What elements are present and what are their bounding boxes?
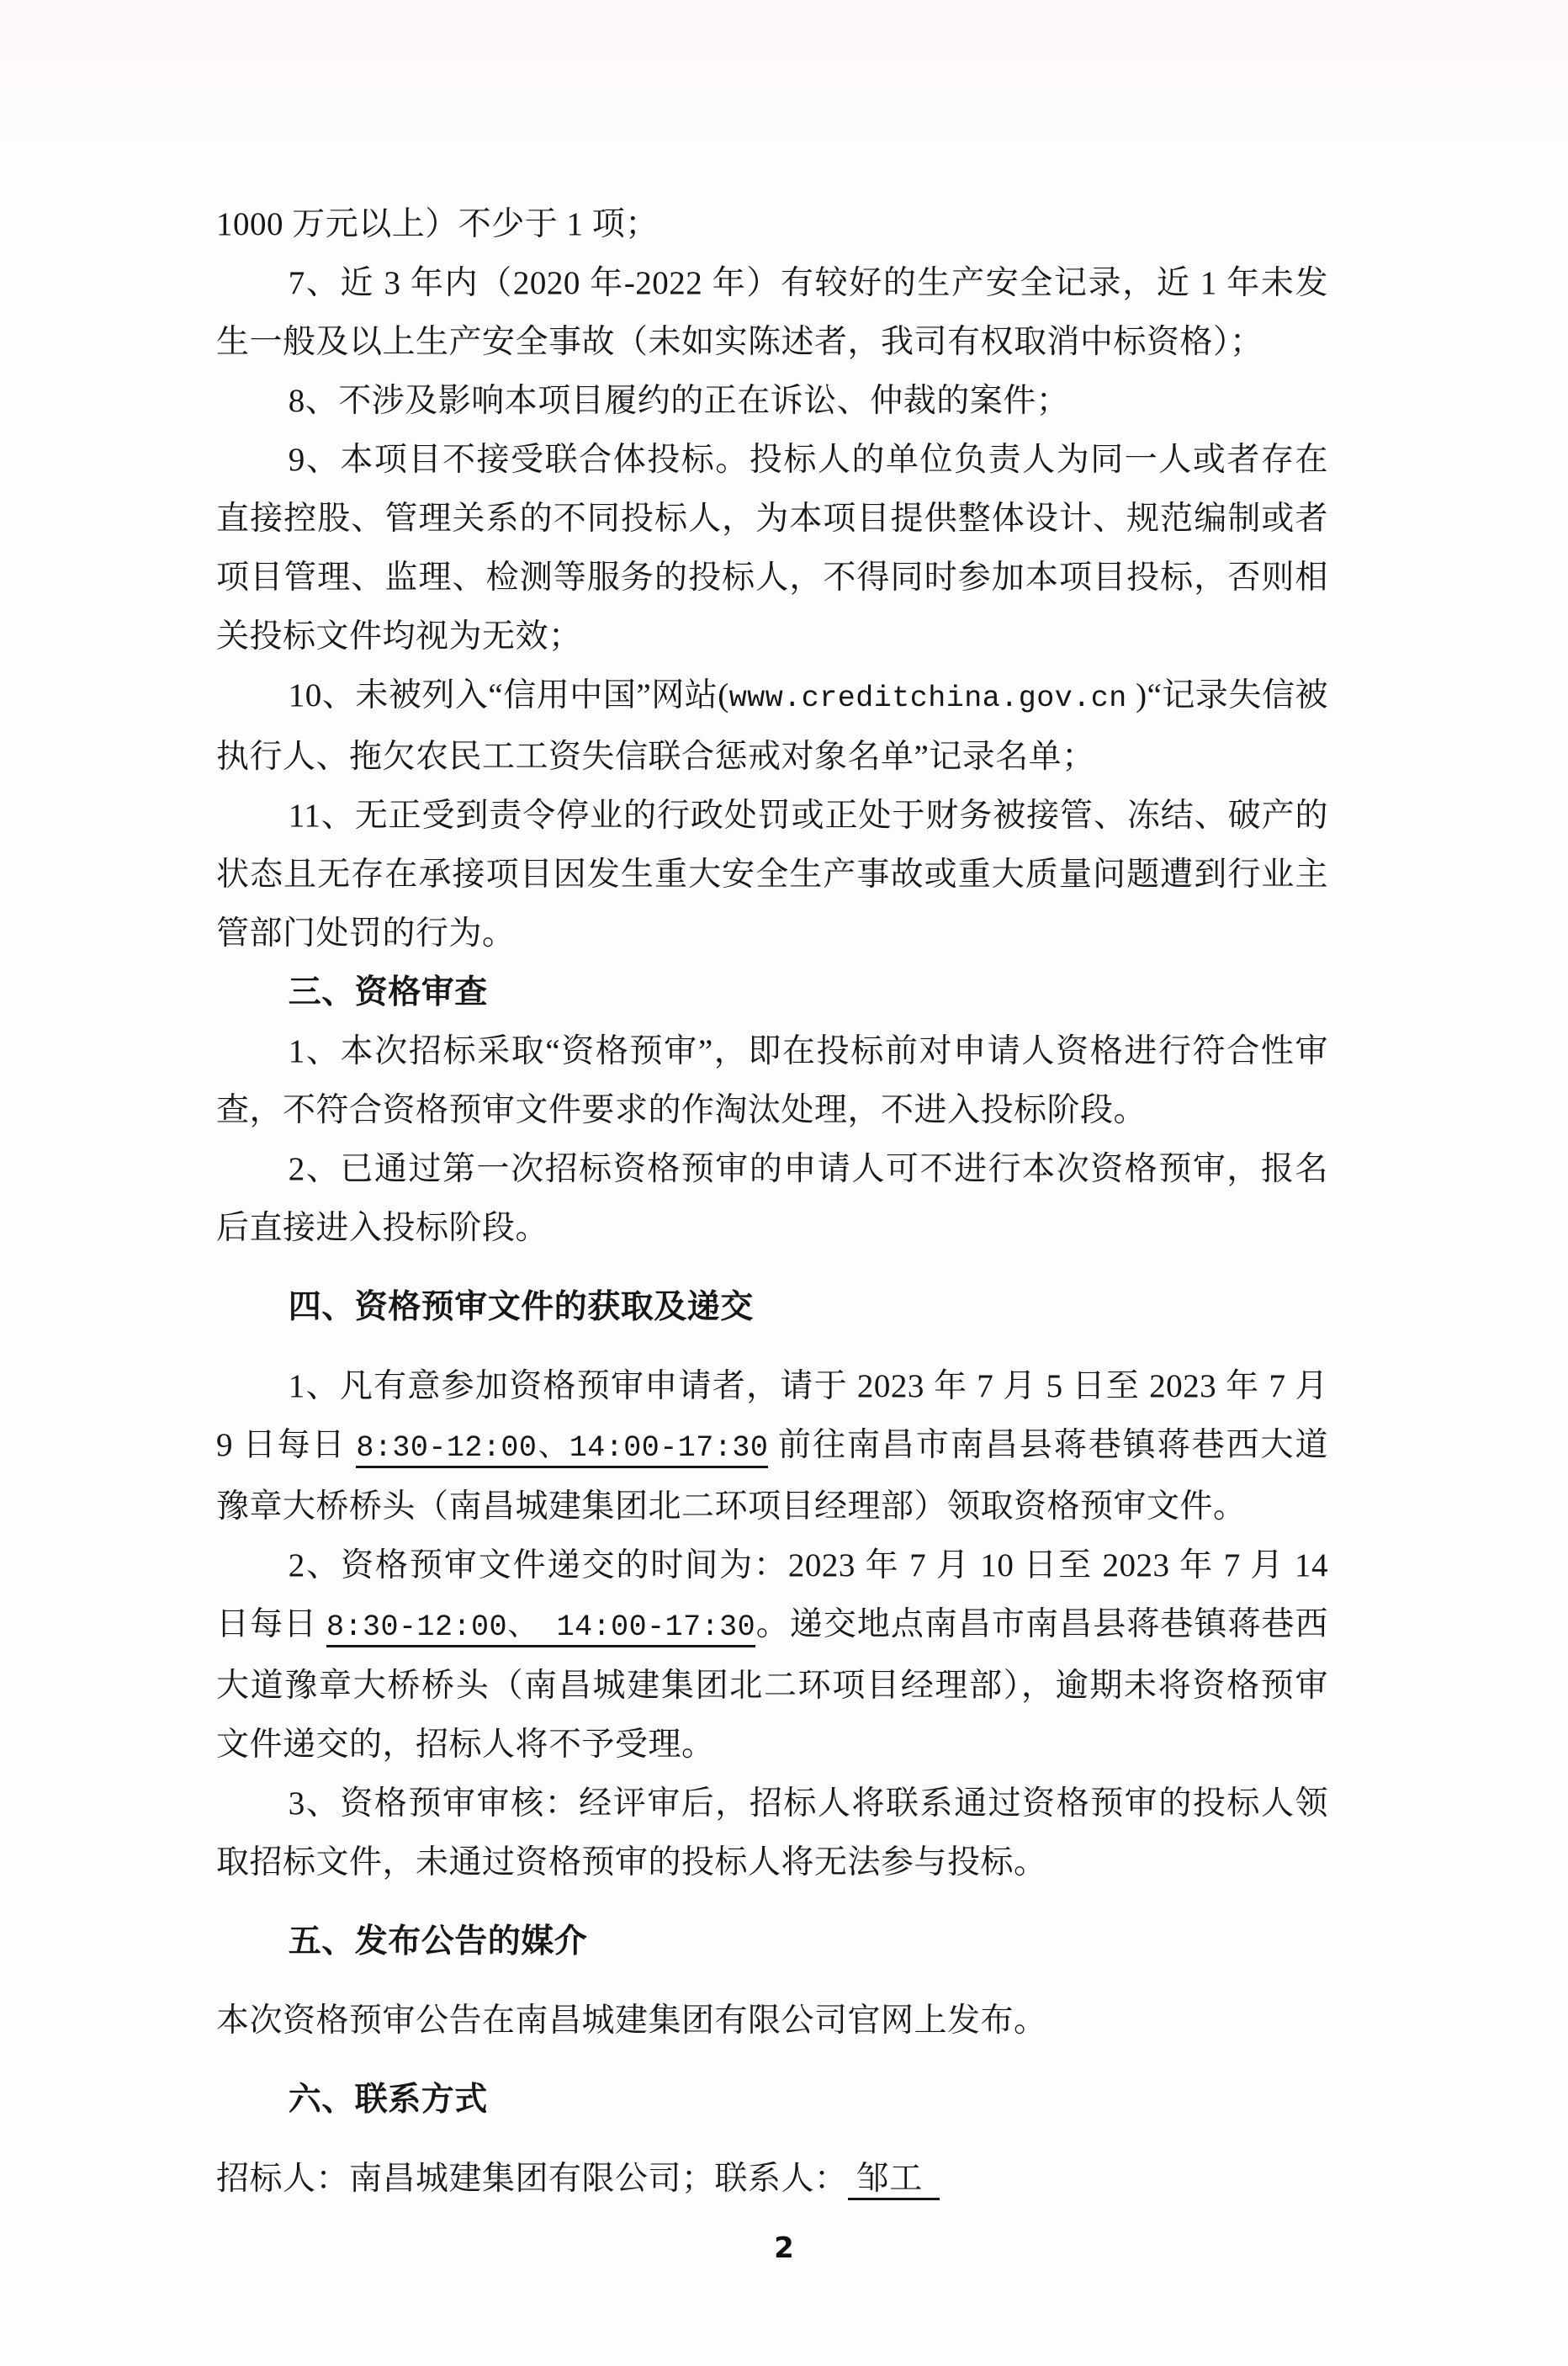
contact-prefix-text: 招标人：南昌城建集团有限公司；联系人： (216, 2161, 848, 2197)
intro-continuation-line: 1000 万元以上）不少于 1 项； (216, 206, 659, 242)
section-4-item-1 (216, 1357, 1328, 1536)
section-4-heading: 四、资格预审文件的获取及递交 (288, 1289, 754, 1325)
clause-7-paragraph: 7、近 3 年内（2020 年-2022 年）有较好的生产安全记录，近 1 年未发生一般及以上生产安全事故（未如实陈述者，我司有权取消中标资格）； (216, 265, 1328, 360)
section-4-item-2-text-after-hours: 。递交地点南昌市南昌县蒋巷镇蒋巷西大道豫章大桥桥头（南昌城建集团北二环项目经理部），逾期未将资格预审文件递交的，招标人将不予受理。 (216, 1606, 1328, 1763)
section-3-heading: 三、资格审查 (288, 974, 488, 1011)
clause-10-paragraph (216, 666, 1328, 787)
section-3-item-2: 2、已通过第一次招标资格预审的申请人可不进行本次资格预审，报名后直接进入投标阶段。 (216, 1151, 1328, 1246)
section-5-heading: 五、发布公告的媒介 (288, 1923, 588, 1960)
clause-8-paragraph: 8、不涉及影响本项目履约的正在诉讼、仲裁的案件； (288, 383, 1070, 419)
page-number: 2 (774, 2231, 794, 2265)
document-body (216, 195, 1328, 2209)
section-4-item-3: 3、资格预审审核：经评审后，招标人将联系通过资格预审的投标人领取招标文件，未通过资格预审的投标人将无法参与投标。 (216, 1785, 1328, 1881)
collection-hours-underlined: 8:30-12:00、14:00-17:30 (356, 1431, 768, 1468)
clause-10-text-before-url: 10、未被列入“信用中国”网站( (288, 677, 729, 714)
credit-china-url-text: www.creditchina.gov.cn (728, 682, 1127, 715)
submission-hours-underlined: 8:30-12:00、 14:00-17:30 (326, 1610, 755, 1647)
clause-10-text-after-url: )“记录失信被执行人、拖欠农民工工资失信联合惩戒对象名单”记录名单； (216, 677, 1328, 775)
clause-11-paragraph: 11、无正受到责令停业的行政处罚或正处于财务被接管、冻结、破产的状态且无存在承接项目因发生重大安全生产事故或重大质量问题遭到行业主管部门处罚的行为。 (216, 798, 1328, 952)
section-6-heading: 六、联系方式 (288, 2082, 488, 2118)
section-4-item-1-text-before-hours: 1、凡有意参加资格预审申请者，请于 2023 年 7 月 5 日至 2023 年 7 月 9 日每日 (216, 1368, 1328, 1463)
contact-name-underlined: 邹工 (848, 2161, 940, 2200)
section-6-contact-line (216, 2150, 1328, 2209)
section-4-item-2-text-before-hours: 2、资格预审文件递交的时间为：2023 年 7 月 10 日至 2023 年 7 月 14 日每日 (216, 1547, 1328, 1642)
section-4-item-1-text-after-hours: 前往南昌市南昌县蒋巷镇蒋巷西大道豫章大桥桥头（南昌城建集团北二环项目经理部）领取资格预审文件。 (216, 1427, 1328, 1525)
section-3-item-1: 1、本次招标采取“资格预审”，即在投标前对申请人资格进行符合性审查，不符合资格预审文件要求的作淘汰处理，不进入投标阶段。 (216, 1033, 1328, 1128)
section-4-item-2 (216, 1536, 1328, 1774)
section-5-body: 本次资格预审公告在南昌城建集团有限公司官网上发布。 (216, 2003, 1047, 2039)
clause-9-paragraph: 9、本项目不接受联合体投标。投标人的单位负责人为同一人或者存在直接控股、管理关系的不同投标人，为本项目提供整体设计、规范编制或者项目管理、监理、检测等服务的投标人，不得同时参加本项目投标，否则相关投标文件均视为无效； (216, 442, 1328, 655)
